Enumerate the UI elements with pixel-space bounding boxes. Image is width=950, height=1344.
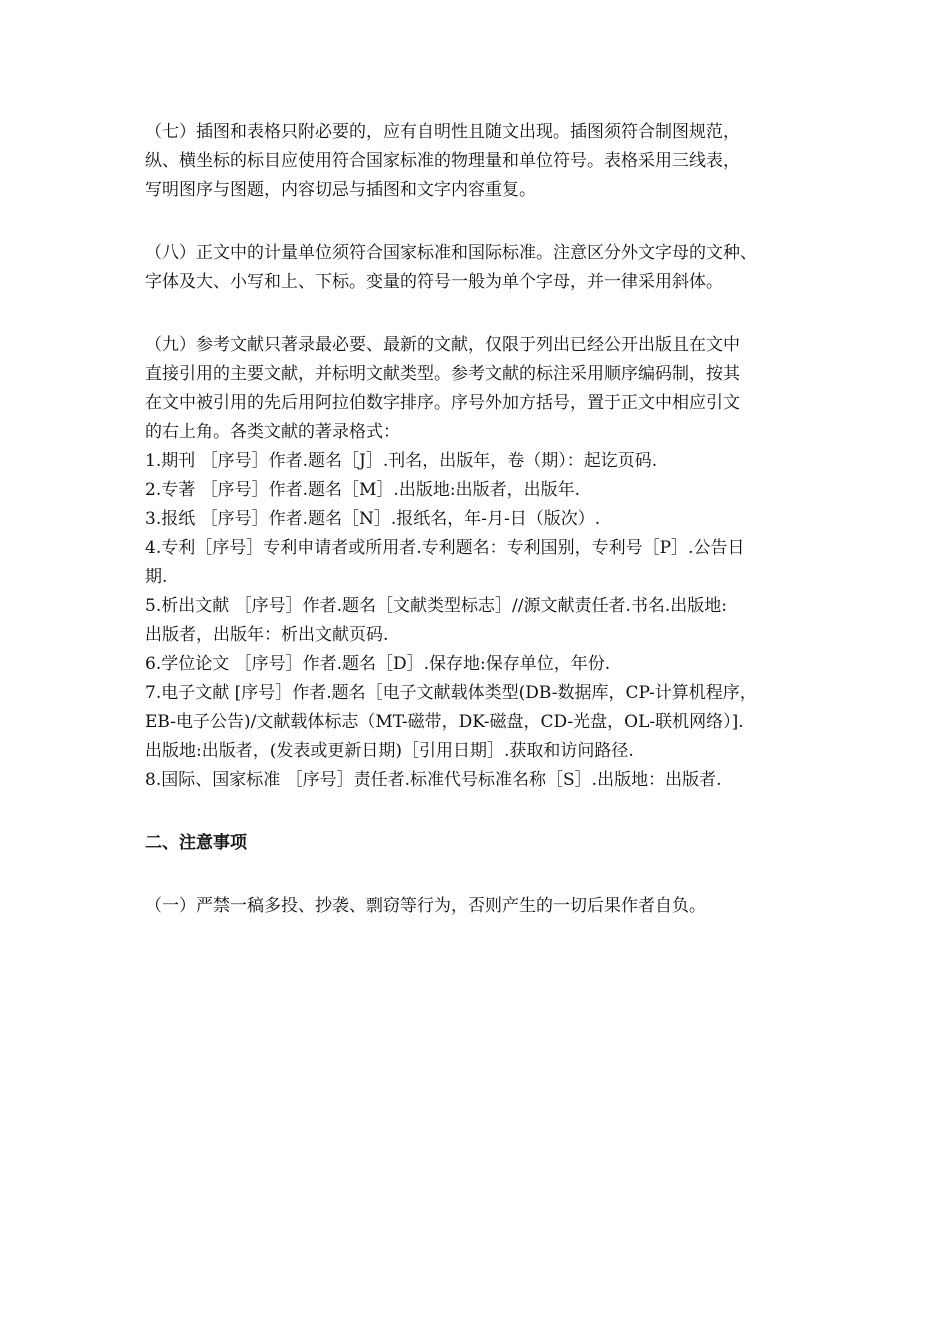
paragraph-line: 直接引用的主要文献，并标明文献类型。参考文献的标注采用顺序编码制，按其: [145, 364, 740, 384]
reference-formats-list: [145, 447, 810, 795]
paragraph-line: 在文中被引用的先后用阿拉伯数字排序。序号外加方括号，置于正文中相应引文: [145, 393, 740, 413]
paragraph-line: （九）参考文献只著录最必要、最新的文献，仅限于列出已经公开出版且在文中: [145, 335, 740, 355]
paragraph-line: 写明图序与图题，内容切忌与插图和文字内容重复。: [145, 180, 536, 200]
list-item: 8.国际、国家标准 ［序号］责任者.标准代号标准名称［S］.出版地：出版者.: [145, 770, 722, 790]
paragraph-8: [145, 239, 810, 297]
spacer: [145, 858, 810, 892]
list-item: 1.期刊 ［序号］作者.题名［J］.刊名，出版年，卷（期）：起讫页码.: [145, 451, 658, 471]
paragraph-s2-1: （一）严禁一稿多投、抄袭、剽窃等行为，否则产生的一切后果作者自负。: [145, 896, 706, 916]
spacer: [145, 205, 810, 239]
section-heading: 二、注意事项: [145, 833, 247, 853]
paragraph-line: 的右上角。各类文献的著录格式：: [145, 422, 400, 442]
paragraph-line: 字体及大、小写和上、下标。变量的符号一般为单个字母，并一律采用斜体。: [145, 272, 723, 292]
list-item: 6.学位论文 ［序号］作者.题名［D］.保存地:保存单位，年份.: [145, 654, 611, 674]
list-item: 出版者，出版年：析出文献页码.: [145, 625, 389, 645]
list-item: 5.析出文献 ［序号］作者.题名［文献类型标志］//源文献责任者.书名.出版地:: [145, 596, 728, 616]
list-item: 出版地:出版者，(发表或更新日期)［引用日期］.获取和访问路径.: [145, 741, 634, 761]
list-item: 2.专著 ［序号］作者.题名［M］.出版地:出版者，出版年.: [145, 480, 580, 500]
paragraph-line: （八）正文中的计量单位须符合国家标准和国际标准。注意区分外文字母的文种、: [145, 243, 757, 263]
list-item: 7.电子文献 [序号］作者.题名［电子文献载体类型(DB-数据库，CP-计算机程序，: [145, 683, 757, 703]
spacer: [145, 795, 810, 829]
list-item: 期.: [145, 567, 168, 587]
paragraph-9: [145, 331, 810, 447]
document-page: [145, 118, 810, 921]
paragraph-line: （七）插图和表格只附必要的，应有自明性且随文出现。插图须符合制图规范，: [145, 122, 740, 142]
list-item: 4.专利［序号］专利申请者或所用者.专利题名：专利国别，专利号［P］.公告日: [145, 538, 745, 558]
paragraph-7: [145, 118, 810, 205]
list-item: EB-电子公告)/文献载体标志（MT-磁带，DK-磁盘，CD-光盘，OL-联机网络）].: [145, 712, 744, 732]
paragraph-line: 纵、横坐标的标目应使用符合国家标准的物理量和单位符号。表格采用三线表，: [145, 151, 740, 171]
spacer: [145, 297, 810, 331]
list-item: 3.报纸 ［序号］作者.题名［N］.报纸名，年-月-日（版次）.: [145, 509, 601, 529]
